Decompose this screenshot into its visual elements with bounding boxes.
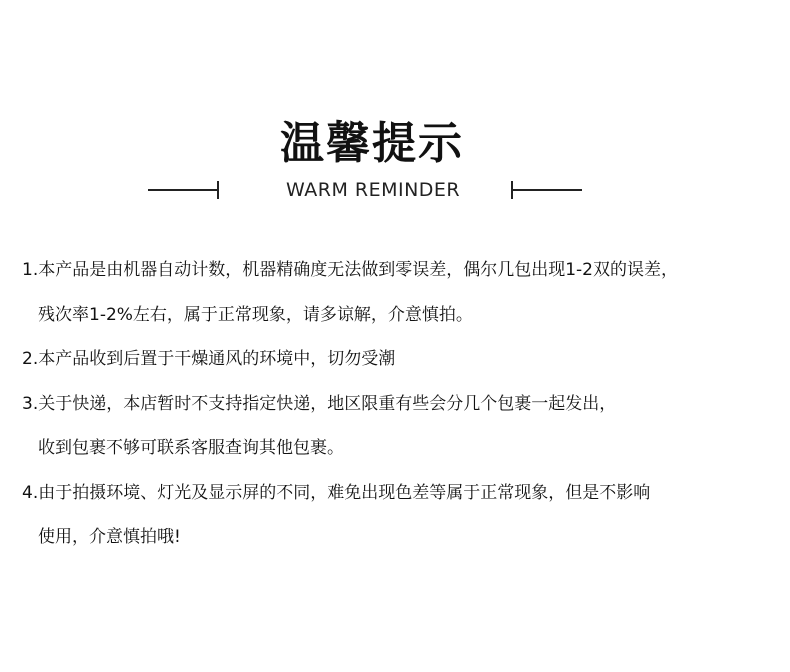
- note-line: 收到包裹不够可联系客服查询其他包裹。: [38, 438, 344, 458]
- note-line: 使用，介意慎拍哦!: [38, 527, 181, 547]
- title-section: [0, 116, 790, 172]
- page-title: 温馨提示: [280, 118, 464, 169]
- note-line: 1.本产品是由机器自动计数，机器精确度无法做到零误差，偶尔几包出现1-2双的误差，: [22, 260, 678, 280]
- note-item-4: [22, 471, 782, 560]
- decorative-tick-left: [217, 181, 219, 199]
- decorative-line-right: [512, 189, 582, 191]
- note-line: 4.由于拍摄环境、灯光及显示屏的不同，难免出现色差等属于正常现象，但是不影响: [22, 482, 651, 503]
- subtitle-row: [0, 176, 790, 206]
- note-item-3: [22, 382, 782, 471]
- note-item-1: [22, 248, 782, 337]
- note-line: 残次率1-2%左右，属于正常现象，请多谅解，介意慎拍。: [38, 304, 473, 325]
- page-subtitle: WARM REMINDER: [286, 179, 461, 201]
- note-line: 3.关于快递，本店暂时不支持指定快递，地区限重有些会分几个包裹一起发出，: [22, 393, 617, 414]
- note-item-2: [22, 337, 782, 382]
- notes-list: [22, 248, 782, 560]
- note-line: 2.本产品收到后置于干燥通风的环境中，切勿受潮: [22, 349, 396, 369]
- decorative-line-left: [148, 189, 218, 191]
